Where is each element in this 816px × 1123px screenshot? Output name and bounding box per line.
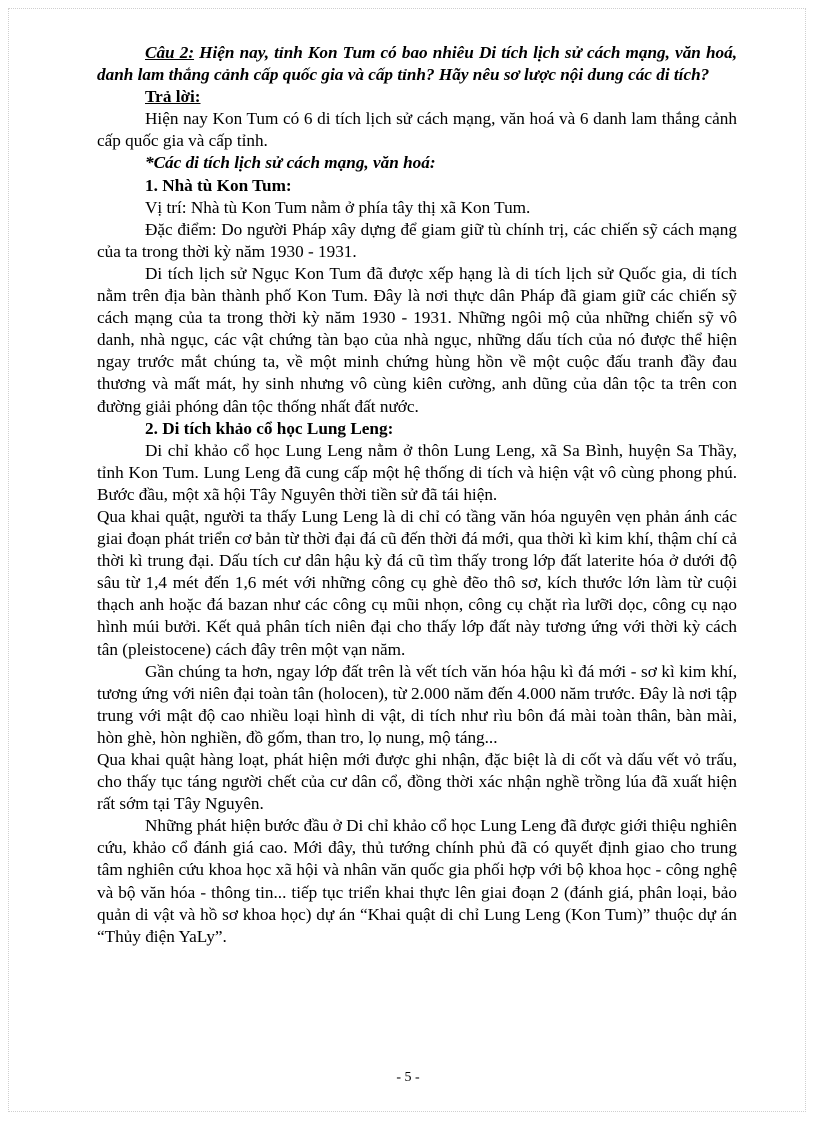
question (97, 42, 737, 86)
intro-paragraph: Hiện nay Kon Tum có 6 di tích lịch sử cách mạng, văn hoá và 6 danh lam thắng cảnh cấp quốc gia và cấp tỉnh. (97, 109, 737, 151)
site1-location: Vị trí: Nhà tù Kon Tum nằm ở phía tây thị xã Kon Tum. (145, 197, 531, 217)
section-heading: *Các di tích lịch sử cách mạng, văn hoá: (145, 153, 436, 173)
site2-paragraph-2: Qua khai quật, người ta thấy Lung Leng là di chỉ có tầng văn hóa nguyên vẹn phản ánh các giai đoạn phát triển cơ bản từ thời đại đá cũ đến thời đá mới, qua thời kì kim khí, thậm chí cả thời kì trung đại. Dấu tích cư dân hậu kỳ đá cũ tìm thấy trong lớp đất laterite hóa ở dưới độ sâu từ 1,4 mét đến 1,6 mét với những công cụ ghè đẽo thô sơ, kích thước lớn làm từ cuội thạch anh hoặc đá bazan như các công cụ mũi nhọn, công cụ chặt rìa lưỡi dọc, công cụ nạo hình múi bưởi. Kết quả phân tích niên đại cho thấy lớp đất này tương ứng với thời kỳ cách tân (pleistocene) cách đây trên một vạn năm. (97, 506, 737, 659)
site1-title: 1. Nhà tù Kon Tum: (145, 175, 292, 195)
question-label: Câu 2: (145, 43, 195, 62)
document-body (97, 42, 737, 948)
site2-paragraph-4: Qua khai quật hàng loạt, phát hiện mới được ghi nhận, đặc biệt là di cốt và dấu vết vỏ trấu, cho thấy tục táng người chết của cư dân cổ, đồng thời xác nhận nghề trồng lúa đã xuất hiện rất sớm tại Tây Nguyên. (97, 750, 737, 814)
question-text: Hiện nay, tỉnh Kon Tum có bao nhiêu Di tích lịch sử cách mạng, văn hoá, danh lam thắng cảnh cấp quốc gia và cấp tỉnh? Hãy nêu sơ lược nội dung các di tích? (97, 43, 737, 85)
site2-paragraph-1: Di chỉ khảo cổ học Lung Leng nằm ở thôn Lung Leng, xã Sa Bình, huyện Sa Thầy, tỉnh Kon Tum. Lung Leng đã cung cấp một hệ thống di tích và hiện vật vô cùng phong phú. Bước đầu, một xã hội Tây Nguyên thời tiền sử đã tái hiện. (97, 440, 737, 504)
site2-title: 2. Di tích khảo cổ học Lung Leng: (145, 418, 394, 438)
site1-feature: Đặc điểm: Do người Pháp xây dựng để giam giữ tù chính trị, các chiến sỹ cách mạng của ta trong thời kỳ năm 1930 - 1931. (97, 219, 737, 261)
answer-label-line (97, 86, 737, 108)
answer-label: Trả lời: (145, 87, 201, 107)
site2-paragraph-3: Gần chúng ta hơn, ngay lớp đất trên là vết tích văn hóa hậu kì đá mới - sơ kì kim khí, tương ứng với niên đại toàn tân (holocen), từ 2.000 năm đến 4.000 năm trước. Đây là nơi tập trung với mật độ cao nhiều loại hình di vật, di tích như rìu bôn đá mài toàn thân, bàn mài, hòn ghè, hòn nghiền, đồ gốm, than tro, lọ nung, mộ táng... (97, 661, 737, 747)
site2-paragraph-5: Những phát hiện bước đầu ở Di chỉ khảo cổ học Lung Leng đã được giới thiệu nghiên cứu, khảo cổ đánh giá cao. Mới đây, thủ tướng chính phủ đã có quyết định giao cho trung tâm nghiên cứu khoa học xã hội và nhân văn quốc gia phối hợp với bộ khoa học - công nghệ và bộ văn hóa - thông tin... tiếp tục triển khai thực lên giai đoạn 2 (đánh giá, phân loại, bảo quản di vật và hồ sơ khoa học) dự án “Khai quật di chỉ Lung Leng (Kon Tum)” thuộc dự án “Thủy điện YaLy”. (97, 816, 737, 946)
site1-description: Di tích lịch sử Ngục Kon Tum đã được xếp hạng là di tích lịch sử Quốc gia, di tích nằm trên địa bàn thành phố Kon Tum. Đây là nơi thực dân Pháp đã giam giữ các chiến sỹ cách mạng của ta trong thời kỳ năm 1930 - 1931. Những ngôi mộ của những chiến sỹ vô danh, nhà ngục, các vật chứng tàn bạo của nhà ngục, những dấu tích của nó được thể hiện ngay trước mắt chúng ta, về một minh chứng hùng hồn về một cuộc đấu tranh đầy đau thương và mất mát, hy sinh nhưng vô cùng kiên cường, anh dũng của dân tộc ta trên con đường giải phóng dân tộc thống nhất đất nước. (97, 263, 737, 416)
page-number: - 5 - (396, 1070, 420, 1085)
